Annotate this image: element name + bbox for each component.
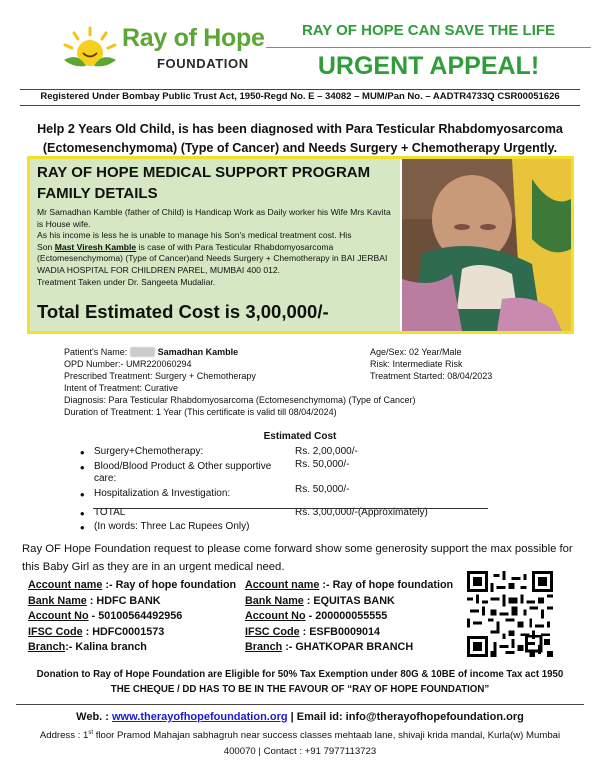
intent: Intent of Treatment: Curative (64, 383, 179, 393)
logo-subtitle: FOUNDATION (157, 56, 249, 71)
value: :- GHATKOPAR BRANCH (282, 641, 414, 654)
patient-surname: Samadhan Kamble (157, 347, 239, 357)
cost-label: TOTAL (94, 507, 126, 518)
paragraph: As his income is less he is unable to manage his Son's medical treatment cost. His (37, 230, 352, 241)
redacted-name (130, 347, 155, 357)
cost-label: Surgery+Chemotherapy: (94, 446, 204, 457)
program-details (30, 159, 400, 331)
divider (16, 704, 584, 705)
estimated-cost-title: Estimated Cost (263, 431, 337, 442)
paragraph (37, 242, 397, 277)
address-text: floor Pramod Mahajan sabhagruh near success classes mehtaab lane, shivaji krida mandal, Kurla(w) Mumbai 400070 | Contact : +91 7977113723 (93, 730, 561, 757)
request-text: Ray OF Hope Foundation request to please come forward show some generosity support the max possible for this Baby Girl as they are in an urgent medical need. (22, 543, 573, 573)
branch (28, 640, 236, 656)
ifsc-code (28, 625, 236, 641)
value: :- Ray of hope foundation (319, 579, 454, 591)
bullet-icon: • (80, 445, 85, 460)
divider (266, 47, 591, 48)
bank-details-hdfc (28, 578, 236, 656)
value: : ESFB0009014 (299, 625, 381, 638)
qr-code-icon[interactable] (467, 571, 553, 657)
family-details-text (37, 207, 397, 288)
program-box (27, 156, 574, 334)
urgent-appeal-heading: URGENT APPEAL! (317, 52, 540, 80)
divider (20, 105, 580, 106)
paragraph: Mr Samadhan Kamble (father of Child) is Handicap Work as Daily worker his Wife Mrs Kavita is House wife. (37, 207, 391, 229)
tax-line: Donation to Ray of Hope Foundation are Eligible for 50% Tax Exemption under 80G & 10BE of income Tax act 1950 (36, 669, 564, 680)
text: is case of with Para Testicular Rhabdomyosarcoma (Ectomesenchymoma) (Type of Cancer)and Needs Surgery + Chemotherapy in BAI JERBAI WADIA HOSPITAL FOR CHILDREN PAREL, MUMBAI 400 012. (37, 241, 388, 275)
contact-web-line (0, 711, 600, 723)
web-label: Web. : (76, 711, 112, 723)
account-number (245, 609, 453, 625)
text: Son (37, 241, 55, 252)
foundation-logo (62, 22, 265, 82)
info-row (64, 346, 554, 358)
patient-info (64, 346, 554, 418)
cost-label: Blood/Blood Product & Other supportive care: (94, 461, 272, 484)
value: : HDFC BANK (86, 594, 161, 607)
value: : EQUITAS BANK (303, 594, 395, 607)
tagline: RAY OF HOPE CAN SAVE THE LIFE (301, 22, 556, 39)
bullet-icon: • (80, 487, 85, 502)
value: :- Ray of hope foundation (102, 579, 237, 591)
label: Patient's Name: (64, 347, 128, 357)
duration: Duration of Treatment: 1 Year (This certificate is valid till 08/04/2024) (64, 407, 337, 417)
ifsc-code (245, 625, 453, 641)
divider (93, 508, 488, 509)
opd-number: OPD Number:- UMR220060294 (64, 359, 192, 369)
prescribed-treatment: Prescribed Treatment: Surgery + Chemotherapy (64, 371, 256, 381)
age-sex: Age/Sex: 02 Year/Male (370, 347, 462, 357)
cost-label: Hospitalization & Investigation: (94, 488, 231, 499)
cost-amount: Rs. 50,000/- (295, 459, 350, 470)
website-link[interactable]: www.therayofhopefoundation.org (112, 711, 288, 723)
label: Bank Name (28, 594, 87, 607)
label: Branch (28, 641, 66, 654)
value: : HDFC0001573 (82, 625, 165, 638)
branch (245, 640, 453, 656)
label: Account No (28, 610, 89, 623)
label: Account name (28, 579, 103, 591)
label: Account name (245, 579, 320, 591)
label: IFSC Code (28, 625, 83, 638)
program-title: RAY OF HOPE MEDICAL SUPPORT PROGRAM (37, 164, 371, 181)
account-number (28, 609, 236, 625)
email-text: | Email id: info@therayofhopefoundation.org (287, 711, 524, 723)
cost-words: (In words: Three Lac Rupees Only) (94, 521, 250, 532)
info-row (64, 358, 554, 370)
registration-line: Registered Under Bombay Public Trust Act, 1950-Regd No. E – 34082 – MUM/Pan No. – AADTR4733Q CSR00051626 (40, 91, 560, 102)
cost-amount: Rs. 3,00,000/-(Approximately) (295, 507, 428, 518)
label: Branch (245, 641, 283, 654)
logo-title: Ray of Hope (122, 24, 265, 52)
bullet-icon: • (80, 506, 85, 521)
cost-amount: Rs. 2,00,000/- (295, 446, 358, 457)
tax-exemption-note (16, 668, 584, 697)
treatment-started: Treatment Started: 08/04/2023 (370, 371, 493, 381)
label: IFSC Code (245, 625, 300, 638)
bank-name (28, 594, 236, 610)
child-photo (402, 159, 571, 331)
superscript: st (88, 730, 94, 736)
value: - 200000055555 (305, 610, 388, 623)
bank-name (245, 594, 453, 610)
paragraph: Treatment Taken under Dr. Sangeeta Mudaliar. (37, 276, 216, 287)
address (26, 726, 574, 759)
child-name: Mast Viresh Kamble (54, 241, 137, 252)
bullet-icon: • (80, 520, 85, 535)
risk: Risk: Intermediate Risk (370, 359, 463, 369)
value: - 50100564492956 (88, 610, 183, 623)
label: Account No (245, 610, 306, 623)
address-text: Address : 1 (39, 730, 89, 742)
diagnosis: Diagnosis: Para Testicular Rhabdomyosarcoma (Ectomesenchymoma) (Type of Cancer) (64, 395, 416, 405)
patient-name (64, 346, 370, 358)
value: :- Kalina branch (65, 641, 147, 654)
family-details-title: FAMILY DETAILS (37, 185, 158, 202)
bullet-icon: • (80, 460, 85, 475)
divider (20, 89, 580, 90)
total-cost-heading: Total Estimated Cost is 3,00,000/- (37, 301, 329, 322)
account-name (28, 578, 236, 594)
cheque-line: THE CHEQUE / DD HAS TO BE IN THE FAVOUR OF “RAY OF HOPE FOUNDATION” (110, 683, 490, 695)
cost-amount: Rs. 50,000/- (295, 484, 350, 495)
bank-details-equitas (245, 578, 453, 656)
child-photo-image (402, 159, 571, 331)
account-name (245, 578, 453, 594)
label: Bank Name (245, 594, 304, 607)
intro-statement: Help 2 Years Old Child, is has been diagnosed with Para Testicular Rhabdomyosarcoma (Ectomesenchymoma) (Type of Cancer) and Needs Surgery + Chemotherapy Urgently. (37, 122, 563, 155)
info-row (64, 370, 554, 382)
sun-logo-icon (62, 26, 118, 74)
